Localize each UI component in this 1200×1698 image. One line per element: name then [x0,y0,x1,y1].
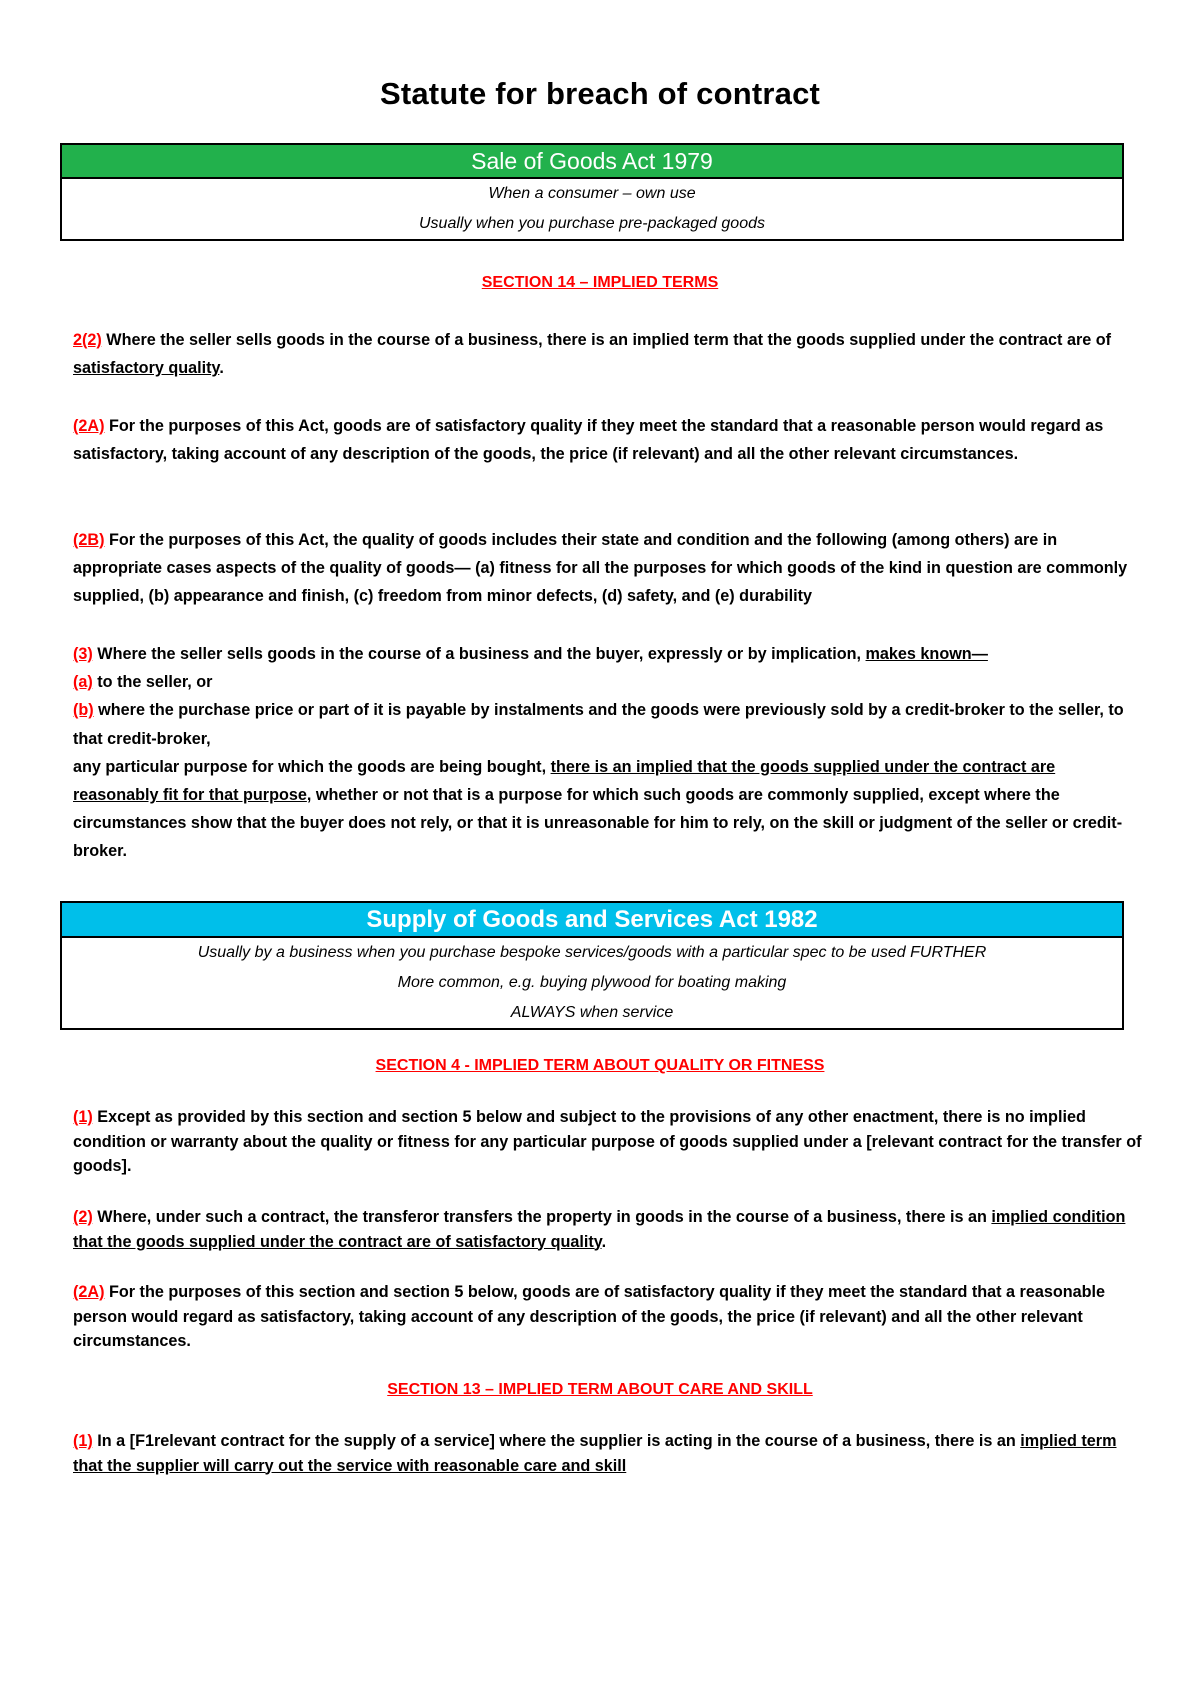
subparagraph-number: (a) [73,673,93,692]
paragraph-number: (2B) [73,531,105,549]
s4-paragraph-2a [73,1280,1143,1354]
paragraph-text: For the purposes of this section and section 5 below, goods are of satisfactory quality if they meet the standard that a reasonable person would regard as satisfactory, taking account of any description of the goods, the price (if relevant) and all the other relevant circumstances. [73,1283,1106,1350]
paragraph-line [73,753,1143,866]
paragraph-text: any particular purpose for which the goods are being bought, [73,757,551,776]
paragraph-text: . [219,359,224,378]
paragraph-2-2 [73,326,1143,382]
underlined-term: makes known— [865,645,988,663]
paragraph-text: Where the seller sells goods in the course of a business, there is an implied term that the goods supplied under the contract are of [101,331,1112,349]
paragraph-text: For the purposes of this Act, goods are of satisfactory quality if they meet the standard that a reasonable person would regard as satisfactory, taking account of any description of the goods, the price (if relevant) and all the other relevant circumstances. [73,417,1104,464]
sale-act-header [62,145,1122,179]
section-4-title: SECTION 4 - IMPLIED TERM ABOUT QUALITY OR FITNESS [375,1057,825,1074]
section-14-title: SECTION 14 – IMPLIED TERMS [481,274,719,291]
paragraph-text: In a [F1relevant contract for the supply of a service] where the supplier is acting in the course of a business, there is an [92,1432,1021,1450]
paragraph-number: 2(2) [73,331,102,349]
paragraph-text: to the seller, or [92,673,213,692]
s13-paragraph-1 [73,1429,1143,1478]
sale-act-name: Sale of Goods Act 1979 [471,148,713,174]
paragraph-line [73,640,1143,668]
supply-act-box [60,901,1124,1030]
sale-act-notes [62,179,1122,239]
supply-act-name: Supply of Goods and Services Act 1982 [366,906,818,933]
sale-act-box [60,143,1124,241]
s4-paragraph-2 [73,1205,1143,1254]
paragraph-text: . [601,1232,607,1251]
paragraph-number: (2A) [73,417,105,435]
paragraph-2a [73,412,1143,468]
sale-act-note: When a consumer – own use [488,185,696,202]
underlined-term: implied term that the supplier will carry out the service with reasonable care and skill [73,1432,1117,1475]
paragraph-number: (2A) [73,1283,105,1301]
s4-paragraph-1 [73,1105,1143,1179]
sale-act-note: Usually when you purchase pre-packaged goods [419,215,765,232]
paragraph-number: (1) [73,1108,93,1126]
paragraph-text: Where the seller sells goods in the course of a business and the buyer, expressly or by implication, [92,645,866,663]
paragraph-2b [73,526,1143,611]
underlined-term: satisfactory quality [73,359,220,378]
page-title: Statute for breach of contract [379,76,821,111]
section-13-title: SECTION 13 – IMPLIED TERM ABOUT CARE AND SKILL [387,1381,813,1398]
supply-act-note: Usually by a business when you purchase bespoke services/goods with a particular spec to be used FURTHER [197,944,987,961]
supply-act-note: ALWAYS when service [510,1004,674,1021]
paragraph-3 [73,640,1143,866]
paragraph-text: , whether or not that is a purpose for which such goods are commonly supplied, except where the circumstances show that the buyer does not rely, or that it is unreasonable for him to rely, on the skill or judgment of the seller or credit-broker. [73,786,1123,861]
supply-act-notes [62,938,1122,1028]
supply-act-note: More common, e.g. buying plywood for boating making [397,974,787,991]
paragraph-text: For the purposes of this Act, the quality of goods includes their state and condition and the following (among others) are in appropriate cases aspects of the quality of goods— (a) fitness for all the purposes for which goods of the kind in question are commonly supplied, (b) appearance and finish, (c) freedom from minor defects, (d) safety, and (e) durability [73,531,1128,606]
supply-act-header [62,903,1122,938]
paragraph-line [73,668,1143,696]
paragraph-line [73,696,1143,752]
paragraph-number: (2) [73,1208,93,1226]
paragraph-number: (1) [73,1432,93,1450]
paragraph-number: (3) [73,645,93,663]
paragraph-text: Except as provided by this section and section 5 below and subject to the provisions of any other enactment, there is no implied condition or warranty about the quality or fitness for any particular purpose of goods supplied under a [relevant contract for the transfer of goods]. [73,1108,1142,1175]
paragraph-text: where the purchase price or part of it is payable by instalments and the goods were previously sold by a credit-broker to the seller, to that credit-broker, [73,701,1124,748]
underlined-term: implied condition that the goods supplied under the contract are of satisfactory quality [73,1208,1126,1251]
paragraph-text: Where, under such a contract, the transferor transfers the property in goods in the course of a business, there is an [92,1208,992,1226]
underlined-term: there is an implied that the goods supplied under the contract are reasonably fit for that purpose [73,757,1056,805]
subparagraph-number: (b) [73,701,94,720]
